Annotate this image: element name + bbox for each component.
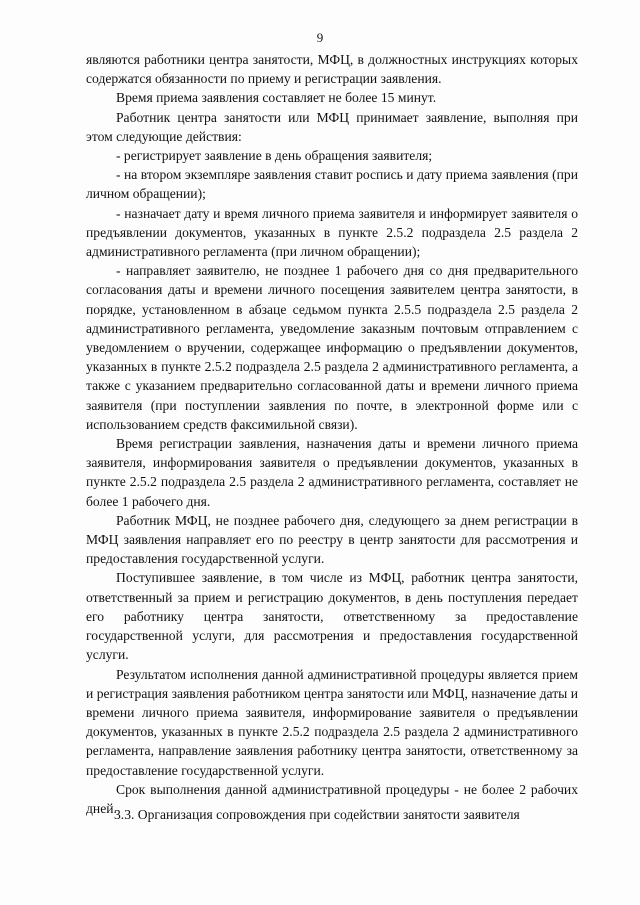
paragraph-procedure-deadline: Срок выполнения данной административной процедуры - не более 2 рабочих дней. <box>86 781 578 816</box>
page-number: 9 <box>316 30 324 45</box>
section-heading: 3.3. Организация сопровождения при содействии занятости заявителя <box>114 807 520 822</box>
list-item-signature: - на втором экземпляре заявления ставит роспись и дату приема заявления (при личном обращении); <box>86 167 578 202</box>
paragraph-incoming-application: Поступившее заявление, в том числе из МФЦ, работник центра занятости, ответственный за прием и регистрацию документов, в день поступления передает его работнику центра занятости, ответственному за предоставление государственной услуги, для рассмотрения и предоставления государственной услуги. <box>86 570 578 663</box>
list-item-notification: - направляет заявителю, не позднее 1 рабочего дня со дня предварительного согласования даты и времени личного посещения заявителем центра занятости, в порядке, установленном в абзаце седьмом пункта 2.5.5 подраздела 2.5 раздела 2 административного регламента, уведомление заказным почтовым отправлением с уведомлением о вручении, содержащее информацию о предъявлении документов, указанных в пункте 2.5.2 подраздела 2.5 раздела 2 административного регламента, а также с указанием предварительно согласованной даты и времени личного приема заявителя (при поступлении заявления по почте, в электронной форме или с использованием средств факсимильной связи). <box>86 263 578 432</box>
document-body <box>86 50 578 818</box>
paragraph-procedure-result: Результатом исполнения данной административной процедуры является прием и регистрация заявления работником центра занятости или МФЦ, назначение даты и времени личного приема заявителя, информирование заявителя о предъявлении документов, указанных в пункте 2.5.2 подраздела 2.5 раздела 2 административного регламента, направление заявления работнику центра занятости, ответственному за предоставление государственной услуги. <box>86 666 578 778</box>
paragraph-reception-time: Время приема заявления составляет не более 15 минут. <box>116 90 437 106</box>
paragraph-actions-intro: Работник центра занятости или МФЦ принимает заявление, выполняя при этом следующие действия: <box>86 109 578 144</box>
list-item-register: - регистрирует заявление в день обращения заявителя; <box>116 148 433 164</box>
paragraph-mfc-transfer: Работник МФЦ, не позднее рабочего дня, следующего за днем регистрации в МФЦ заявления направляет его по реестру в центр занятости для рассмотрения и предоставления государственной услуги. <box>86 512 578 567</box>
paragraph-registration-time: Время регистрации заявления, назначения даты и времени личного приема заявителя, информирования заявителя о предъявлении документов, указанных в пункте 2.5.2 подраздела 2.5 раздела 2 административного регламента, составляет не более 1 рабочего дня. <box>86 436 578 509</box>
list-item-appointment: - назначает дату и время личного приема заявителя и информирует заявителя о предъявлении документов, указанных в пункте 2.5.2 подраздела 2.5 раздела 2 административного регламента (при личном обращении); <box>86 205 578 260</box>
paragraph-continuation: являются работники центра занятости, МФЦ, в должностных инструкциях которых содержатся обязанности по приему и регистрации заявления. <box>86 52 578 87</box>
